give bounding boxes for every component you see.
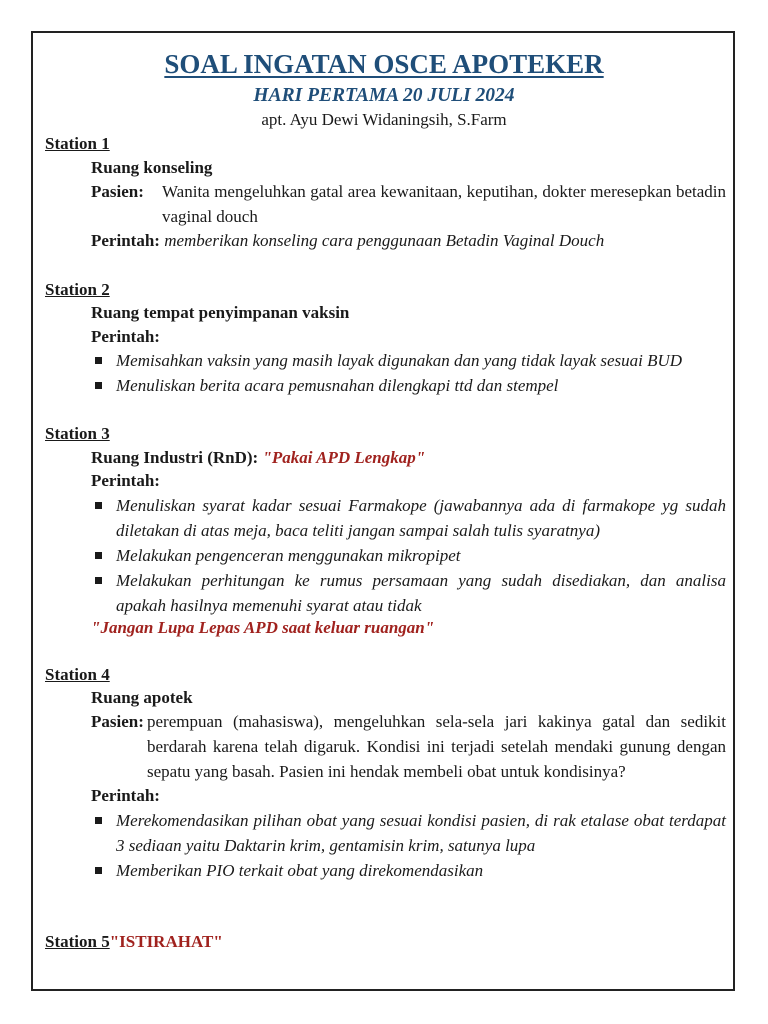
station-4-heading: Station 4: [45, 665, 110, 684]
station-3-perintah-label: Perintah:: [91, 471, 160, 490]
station-1-heading: Station 1: [45, 134, 110, 153]
station-4-perintah-label: Perintah:: [91, 786, 160, 805]
station-3-room: [91, 447, 425, 469]
author-line: apt. Ayu Dewi Widaningsih, S.Farm: [261, 110, 507, 129]
station-1-room: Ruang konseling: [91, 158, 213, 177]
bullet-square-icon: [95, 817, 102, 824]
list-item: Melakukan pengenceran menggunakan mikropipet: [91, 543, 726, 568]
bullet-square-icon: [95, 382, 102, 389]
list-item: Melakukan perhitungan ke rumus persamaan yang sudah disediakan, dan analisa apakah hasilnya memenuhi syarat atau tidak: [91, 568, 726, 618]
pasien-label: Pasien:: [91, 712, 144, 731]
pasien-label: Pasien:: [91, 182, 144, 201]
station-1-perintah: [91, 228, 726, 253]
list-item: Menuliskan berita acara pemusnahan dilengkapi ttd dan stempel: [91, 373, 726, 398]
station-1-pasien: [91, 179, 726, 229]
station-2-room: Ruang tempat penyimpanan vaksin: [91, 303, 350, 322]
bullet-square-icon: [95, 867, 102, 874]
document-title: SOAL INGATAN OSCE APOTEKER: [164, 49, 604, 79]
bullet-square-icon: [95, 502, 102, 509]
station-3-room-note: "Pakai APD Lengkap": [262, 448, 426, 467]
station-3-list: [91, 493, 726, 618]
station-3-room-name: Ruang Industri (RnD):: [91, 448, 259, 467]
station-3-warning: "Jangan Lupa Lepas APD saat keluar ruangan": [91, 618, 435, 637]
list-item: Merekomendasikan pilihan obat yang sesuai kondisi pasien, di rak etalase obat terdapat 3 sediaan yaitu Daktarin krim, gentamisin krim, satunya lupa: [91, 808, 726, 858]
list-item: Memberikan PIO terkait obat yang direkomendasikan: [91, 858, 726, 883]
list-item: Memisahkan vaksin yang masih layak digunakan dan yang tidak layak sesuai BUD: [91, 348, 726, 373]
station-1-perintah-text: memberikan konseling cara penggunaan Betadin Vaginal Douch: [164, 231, 605, 250]
perintah-label: Perintah:: [91, 231, 160, 250]
bullet-square-icon: [95, 357, 102, 364]
bullet-square-icon: [95, 552, 102, 559]
station-2-list: [91, 348, 726, 398]
list-item: Menuliskan syarat kadar sesuai Farmakope (jawabannya ada di farmakope yg sudah diletakan di atas meja, baca teliti jangan sampai salah tulis syaratnya): [91, 493, 726, 543]
station-1-pasien-text: Wanita mengeluhkan gatal area kewanitaan, keputihan, dokter meresepkan betadin vaginal douch: [162, 182, 726, 226]
station-3-heading: Station 3: [45, 424, 110, 443]
station-4-pasien-text: perempuan (mahasiswa), mengeluhkan sela-sela jari kakinya gatal dan sedikit berdarah karena telah digaruk. Kondisi ini terjadi setelah mendaki gunung dengan sepatu yang basah. Pasien ini hendak membeli obat untuk kondisinya?: [147, 712, 726, 781]
station-5-line: [45, 931, 223, 953]
station-5-note: "ISTIRAHAT": [109, 932, 223, 951]
station-2-perintah-label: Perintah:: [91, 327, 160, 346]
station-4-list: [91, 808, 726, 883]
document-subtitle: HARI PERTAMA 20 JULI 2024: [253, 85, 515, 106]
station-4-room: Ruang apotek: [91, 688, 193, 707]
bullet-square-icon: [95, 577, 102, 584]
station-2-heading: Station 2: [45, 280, 110, 299]
station-4-pasien: [91, 709, 726, 784]
station-5-heading: Station 5: [45, 932, 110, 951]
